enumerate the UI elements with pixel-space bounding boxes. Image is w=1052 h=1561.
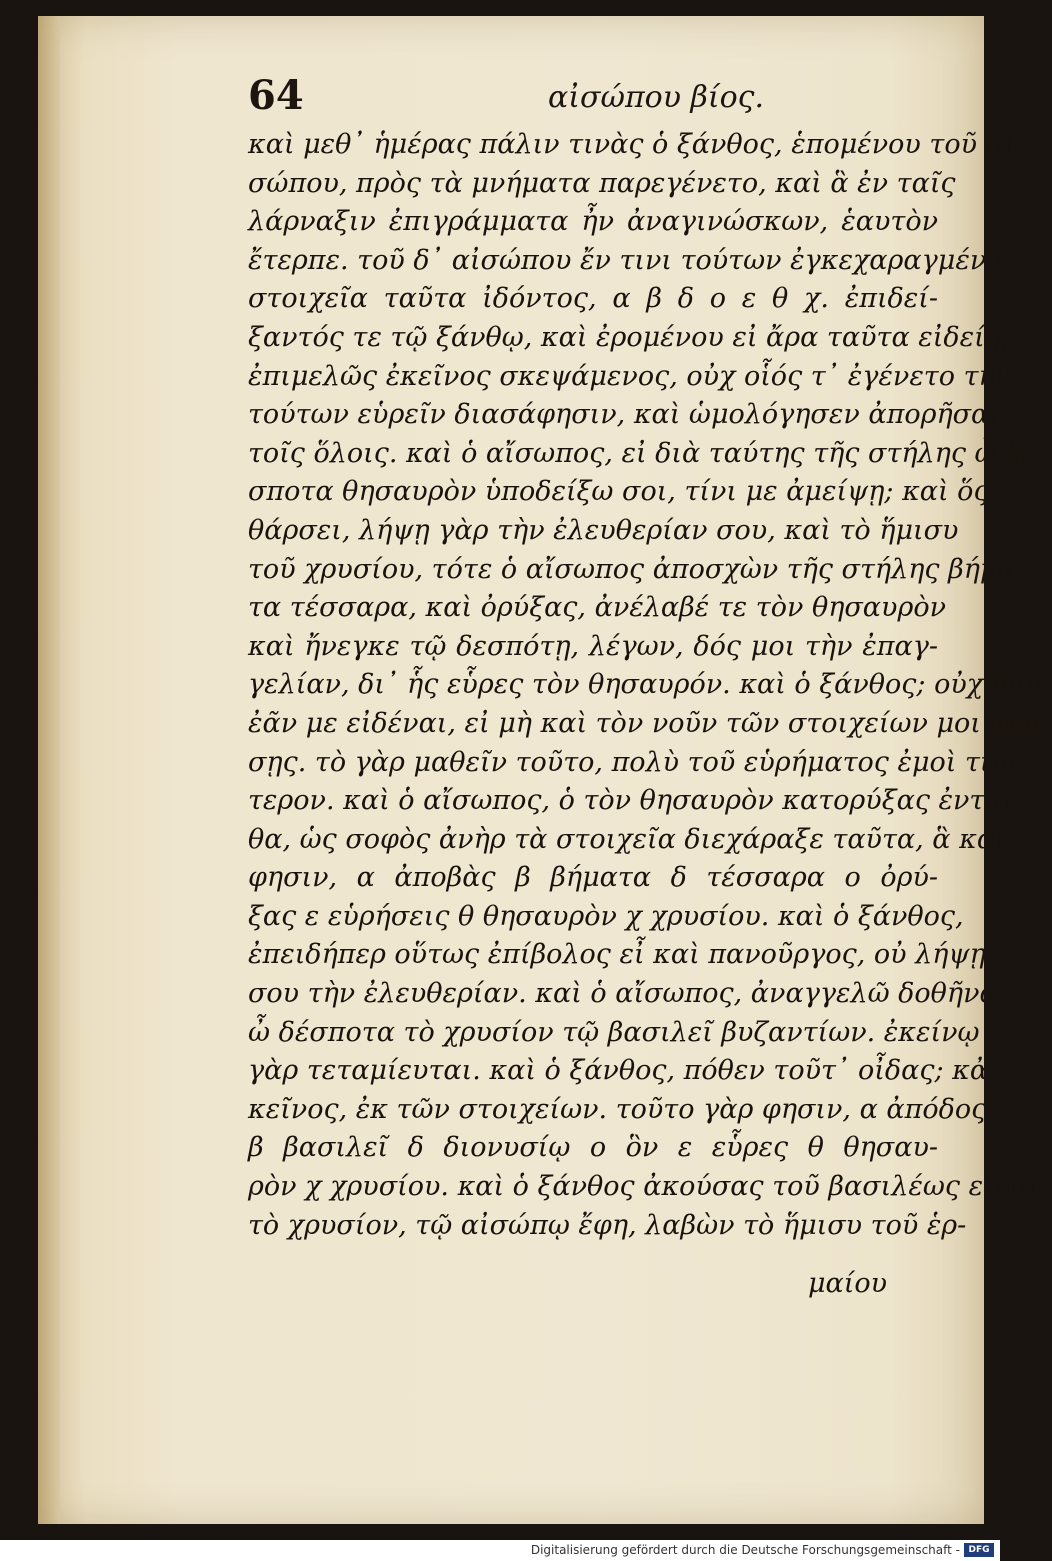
text-line: ἔτερπε. τοῦ δ᾽ αἰσώπου ἔν τινι τούτων ἐγκεχαραγμένα	[248, 244, 1005, 276]
digitization-footer	[0, 1540, 1000, 1561]
catchword: μαίου	[808, 1268, 888, 1299]
text-line: τούτων εὑρεῖν διασάφησιν, καὶ ὡμολόγησεν ἀπορῆσαι	[248, 399, 1000, 431]
text-line: λάρναξιν ἐπιγράμματα ἦν ἀναγινώσκων, ἑαυτὸν	[248, 206, 938, 238]
page-number: 64	[248, 72, 304, 119]
text-line: τοῦ χρυσίου, τότε ὁ αἴσωπος ἀποσχὼν τῆς στήλης βήμα-	[248, 553, 1025, 585]
text-line: σποτα θησαυρὸν ὑποδείξω σοι, τίνι με ἀμείψῃ; καὶ ὅς,	[248, 476, 998, 508]
funding-credit: Digitalisierung gefördert durch die Deutsche Forschungsgemeinschaft -	[530, 1543, 960, 1557]
text-line: θα, ὡς σοφὸς ἀνὴρ τὰ στοιχεῖα διεχάραξε ταῦτα, ἃ καί	[248, 823, 1006, 855]
text-line: στοιχεῖα ταῦτα ἰδόντος, α β δ ο ε θ χ. ἐπιδεί-	[248, 283, 938, 315]
running-head: αἰσώπου βίος.	[548, 80, 765, 115]
text-line: γελίαν, δι᾽ ἧς εὗρες τὸν θησαυρόν. καὶ ὁ ξάνθος; οὐχ ὅσα	[248, 669, 1045, 701]
text-line: τα τέσσαρα, καὶ ὀρύξας, ἀνέλαβέ τε τὸν θησαυρὸν	[248, 592, 946, 624]
text-line: τοῖς ὅλοις. καὶ ὁ αἴσωπος, εἰ διὰ ταύτης τῆς στήλης ὦ δέ-	[248, 437, 1046, 469]
text-line: καὶ ἤνεγκε τῷ δεσπότῃ, λέγων, δός μοι τὴν ἐπαγ-	[248, 630, 938, 662]
text-line: ἐπιμελῶς ἐκεῖνος σκεψάμενος, οὐχ οἷός τ᾽ ἐγένετο τὴν	[248, 360, 1012, 392]
body-text	[248, 126, 1052, 1245]
text-line: ἐᾶν με εἰδέναι, εἰ μὴ καὶ τὸν νοῦν τῶν στοιχείων μοι φρά-	[248, 707, 1052, 739]
text-line: κεῖνος, ἐκ τῶν στοιχείων. τοῦτο γὰρ φησιν, α ἀπόδος	[248, 1093, 987, 1125]
text-line: σῃς. τὸ γὰρ μαθεῖν τοῦτο, πολὺ τοῦ εὑρήματος ἐμοὶ τιμιώ-	[248, 746, 1050, 778]
text-line: ρὸν χ χρυσίου. καὶ ὁ ξάνθος ἀκούσας τοῦ βασιλέως εἶναι	[248, 1171, 1039, 1203]
text-line: καὶ μεθ᾽ ἡμέρας πάλιν τινὰς ὁ ξάνθος, ἑπομένου τοῦ αἰ-	[248, 129, 1024, 160]
text-line: ὦ δέσποτα τὸ χρυσίον τῷ βασιλεῖ βυζαντίων. ἐκείνῳ	[248, 1016, 980, 1048]
text-line: θάρσει, λήψῃ γὰρ τὴν ἐλευθερίαν σου, καὶ τὸ ἥμισυ	[248, 514, 959, 546]
text-line: σώπου, πρὸς τὰ μνήματα παρεγένετο, καὶ ἃ ἐν ταῖς	[248, 167, 956, 199]
text-line: ξαντός τε τῷ ξάνθῳ, καὶ ἐρομένου εἰ ἄρα ταῦτα εἰδείη,	[248, 321, 1010, 353]
page-gutter-edge	[38, 16, 60, 1524]
text-line: β βασιλεῖ δ διονυσίῳ ο ὃν ε εὗρες θ θησαυ-	[248, 1132, 938, 1164]
text-line: τερον. καὶ ὁ αἴσωπος, ὁ τὸν θησαυρὸν κατορύξας ἐνταῦ-	[248, 785, 1029, 817]
text-line: ἐπειδήπερ οὕτως ἐπίβολος εἶ καὶ πανοῦργος, οὐ λήψῃ	[248, 939, 986, 971]
text-line: τὸ χρυσίον, τῷ αἰσώπῳ ἔφη, λαβὼν τὸ ἥμισυ τοῦ ἑρ-	[248, 1209, 967, 1241]
dfg-logo: DFG	[964, 1543, 994, 1557]
text-line: φησιν, α ἀποβὰς β βήματα δ τέσσαρα ο ὀρύ-	[248, 862, 938, 894]
page-header	[248, 72, 948, 118]
text-line: γὰρ τεταμίευται. καὶ ὁ ξάνθος, πόθεν τοῦτ᾽ οἶδας; κἀ-	[248, 1055, 998, 1087]
text-line: σου τὴν ἐλευθερίαν. καὶ ὁ αἴσωπος, ἀναγγελῶ δοθῆναι	[248, 978, 1009, 1010]
text-line: ξας ε εὑρήσεις θ θησαυρὸν χ χρυσίου. καὶ ὁ ξάνθος,	[248, 900, 964, 932]
